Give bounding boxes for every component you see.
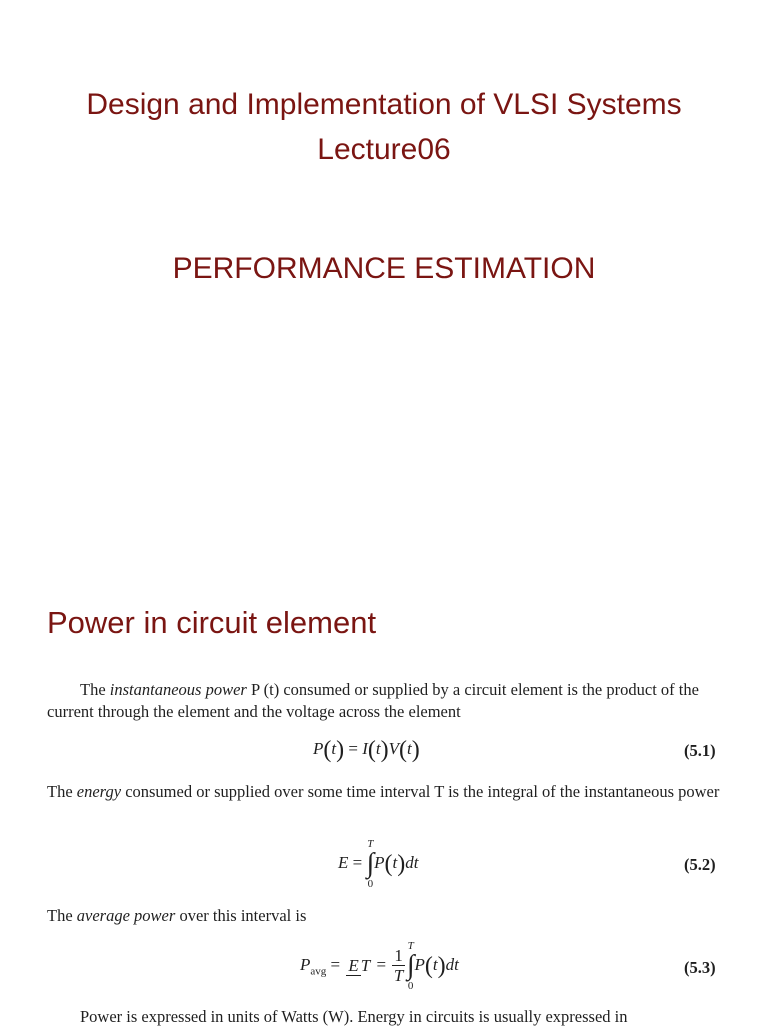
fraction — [346, 956, 370, 976]
eq-symbol: P — [313, 739, 324, 758]
term-energy: energy — [76, 782, 122, 801]
upper-limit: T — [367, 838, 374, 850]
denominator: T — [393, 965, 404, 985]
upper-limit: T — [407, 940, 414, 952]
text: P (t) consumed or supplied by a circuit element is the product of the current through the element and the voltage across the element — [47, 680, 699, 721]
numerator: 1 — [394, 945, 403, 965]
eq-symbol: dt — [445, 954, 459, 974]
text: consumed or supplied over some time interval T is the integral of the instantaneous power — [121, 782, 720, 801]
lecture-title: Design and Implementation of VLSI Systems — [86, 88, 682, 121]
eq-subscript: avg — [310, 965, 327, 978]
lecture-number: Lecture06 — [317, 133, 451, 166]
denominator: T — [360, 956, 371, 975]
eq-symbol: t — [331, 739, 337, 758]
text: The — [47, 782, 77, 801]
equation-number: (5.2) — [684, 855, 716, 874]
eq-symbol: I — [362, 739, 368, 758]
eq-operator: = — [348, 739, 358, 758]
paragraph-energy — [47, 781, 727, 803]
lower-limit: 0 — [407, 980, 414, 992]
term-instantaneous-power: instantaneous power — [109, 680, 247, 699]
topic-title: PERFORMANCE ESTIMATION — [172, 252, 596, 285]
eq-symbol: P — [414, 954, 425, 974]
paragraph-instantaneous-power — [47, 679, 727, 723]
text: over this interval is — [175, 906, 307, 925]
eq-symbol: t — [432, 954, 438, 974]
paragraph-average-power — [47, 905, 727, 927]
equation-5-1: P(t) = I(t)V(t) — [313, 737, 420, 763]
equation-number: (5.3) — [684, 958, 716, 977]
lower-limit: 0 — [367, 878, 374, 890]
equation-5-3: $P_{avg} = E$ T = $\frac{1}{T}$ T ∫ 0 P(t)dt — [300, 940, 459, 992]
term-average-power: average power — [76, 906, 176, 925]
eq-symbol: t — [392, 852, 398, 872]
fraction — [392, 947, 405, 986]
numerator: E — [348, 956, 359, 975]
text: The — [80, 680, 110, 699]
equation-5-2: E = T ∫ 0 P(t)dt — [338, 838, 419, 890]
eq-symbol: t — [375, 739, 381, 758]
eq-symbol: P — [300, 954, 311, 974]
eq-symbol: P — [374, 852, 385, 872]
equation-number: (5.1) — [684, 741, 716, 760]
paragraph-units: Power is expressed in units of Watts (W). Energy in circuits is usually expressed in — [80, 1007, 628, 1026]
section-heading: Power in circuit element — [47, 605, 377, 640]
eq-symbol: E — [338, 852, 349, 872]
text: The — [47, 906, 77, 925]
eq-symbol: dt — [405, 852, 419, 872]
eq-symbol: V — [388, 739, 400, 758]
eq-symbol: t — [407, 739, 412, 758]
integral-sign: T ∫ 0 — [406, 940, 415, 992]
integral-sign: T ∫ 0 — [366, 838, 375, 890]
